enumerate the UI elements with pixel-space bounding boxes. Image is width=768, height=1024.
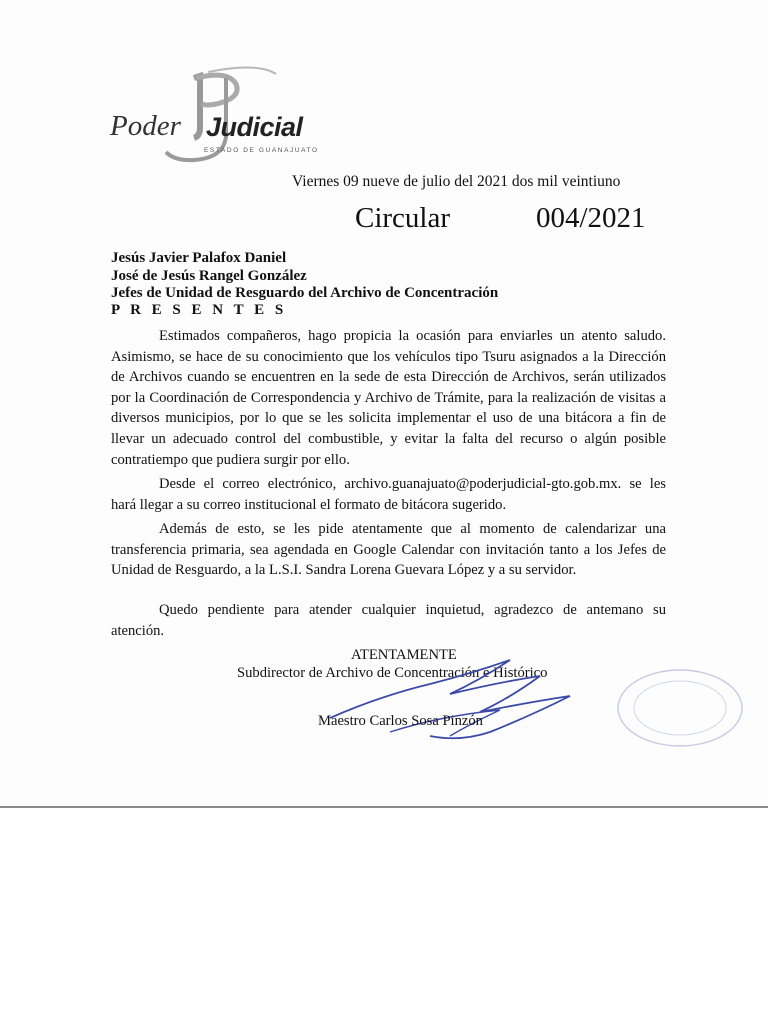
body-paragraph-1: Estimados compañeros, hago propicia la ocasión para enviarles un atento saludo. Asimismo, se hace de su conocimiento que los vehículos tipo Tsuru asignados a la Dirección de Archivos cuando se encuentren en la sede de esta Dirección de Archivos, serán utilizados por la Coordinación de Correspondencia y Archivo de Trámite, para la realización de visitas a diversos municipios, por lo que se les solicita implementar el uso de una bitácora a fin de llevar un adecuado control del combustible, y evitar la falta del recurso o algún posible contratiempo que pudiera surgir por ello. [111, 328, 666, 468]
salutation: ATENTAMENTE [351, 647, 457, 663]
body-paragraph-3: Además de esto, se les pide atentamente que al momento de calendarizar una transferencia primaria, sea agendada en Google Calendar con invitación tanto a los Jefes de Unidad de Resguardo, a la L.S.I. Sandra Lorena Guevara López y a su servidor. [111, 521, 666, 579]
signer-name: Maestro Carlos Sosa Pinzón [318, 713, 483, 729]
logo-subtitle: ESTADO DE GUANAJUATO [204, 147, 319, 154]
doc-number: 004/2021 [536, 202, 646, 234]
body-paragraph-4: Quedo pendiente para atender cualquier inquietud, agradezco de antemano su atención. [111, 602, 666, 639]
presentes: P R E S E N T E S [111, 302, 287, 318]
date-line: Viernes 09 nueve de julio del 2021 dos mil veintiuno [292, 173, 621, 190]
handwritten-signature [300, 636, 760, 756]
addressee-1: Jesús Javier Palafox Daniel [111, 250, 287, 266]
logo-word-poder: Poder [110, 110, 181, 142]
body-paragraph-2: Desde el correo electrónico, archivo.guanajuato@poderjudicial-gto.gob.mx. se les hará llegar a su correo institucional el formato de bitácora sugerido. [111, 476, 666, 513]
page-bottom-edge [0, 806, 768, 808]
addressee-role: Jefes de Unidad de Resguardo del Archivo de Concentración [111, 285, 499, 301]
signer-position: Subdirector de Archivo de Concentración e Histórico [237, 665, 548, 681]
addressee-2: José de Jesús Rangel González [111, 268, 307, 284]
logo-word-judicial: Judicial [206, 112, 303, 142]
doc-type: Circular [355, 202, 451, 234]
poder-judicial-logo [108, 66, 338, 166]
